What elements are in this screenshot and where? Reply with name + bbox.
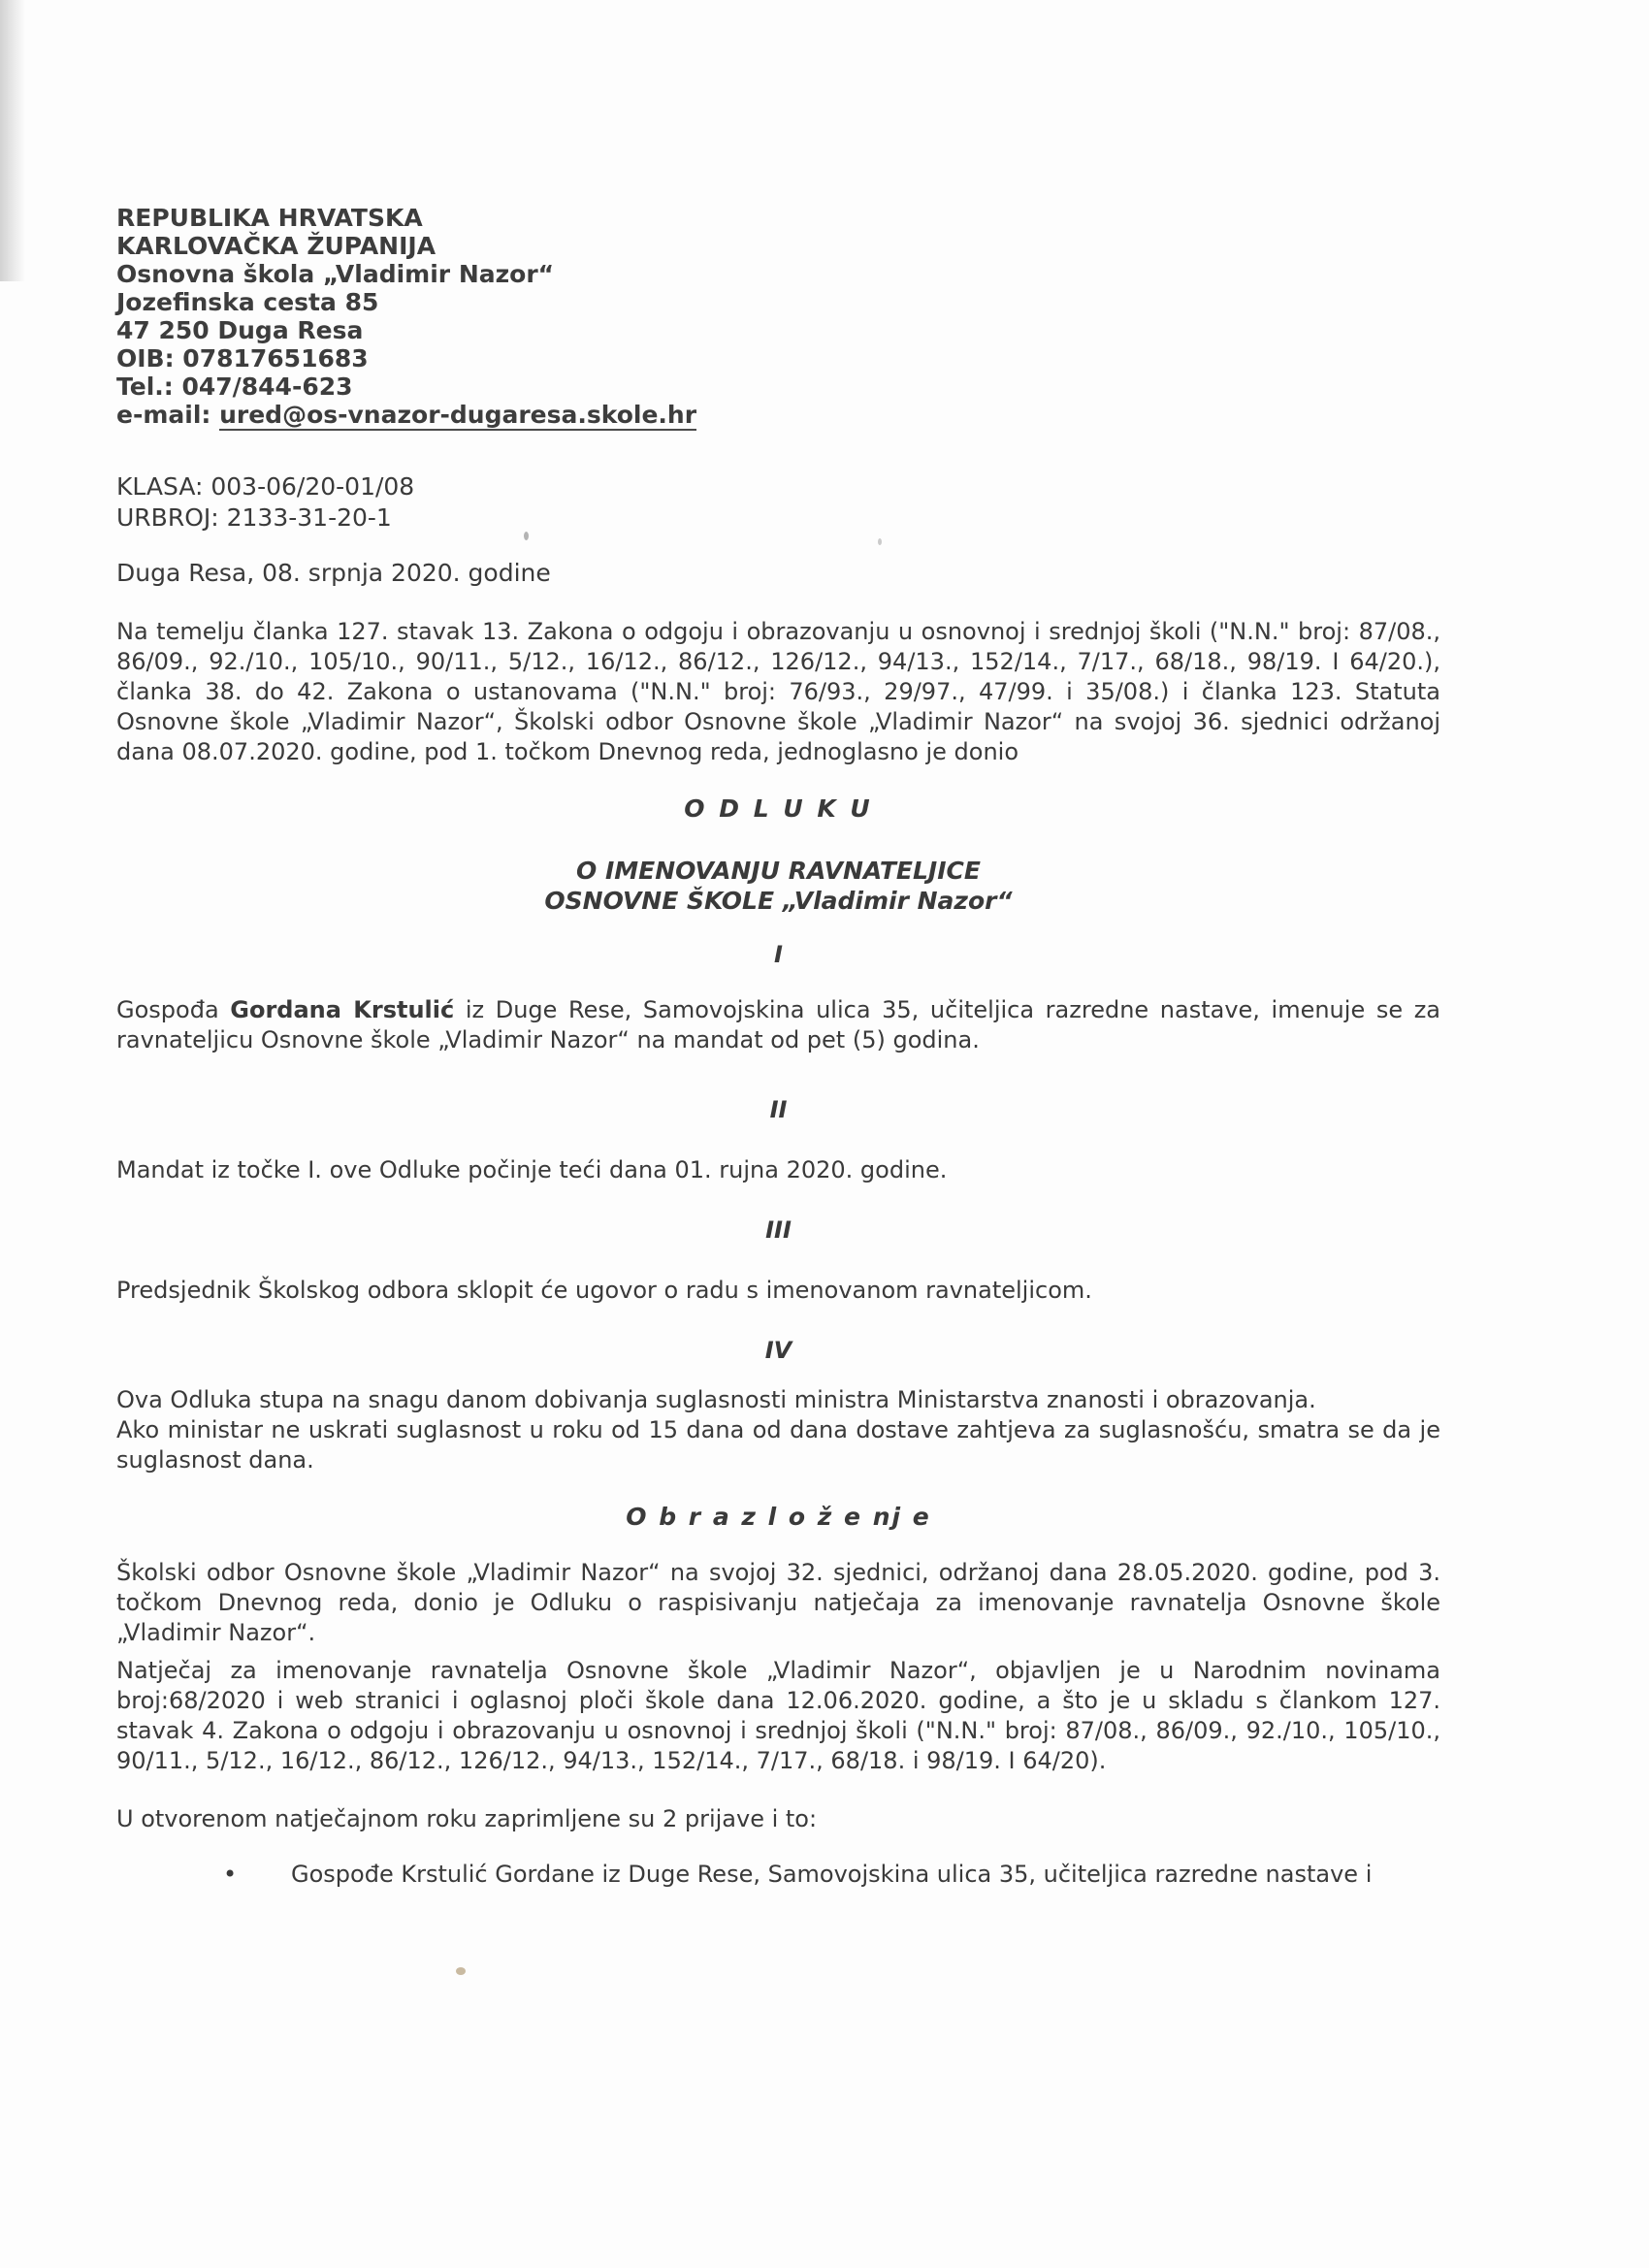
- reference-block: [116, 471, 1440, 534]
- explanation-paragraph-1: Školski odbor Osnovne škole „Vladimir Nazor“ na svojoj 32. sjednici, održanoj dana 28.05.2020. godine, pod 3. točkom Dnevnog reda, donio je Odluku o raspisivanju natječaja za imenovanje ravnatelja Osnovne škole „Vladimir Nazor“.: [116, 1559, 1440, 1646]
- decision-subtitle-line2: OSNOVNE ŠKOLE „Vladimir Nazor“: [544, 887, 1013, 915]
- scan-edge-artifact: [0, 0, 25, 281]
- letterhead-school-name: Osnovna škola „Vladimir Nazor“: [116, 260, 555, 288]
- klasa-number: KLASA: 003-06/20-01/08: [116, 472, 415, 501]
- section-3-paragraph: Predsjednik Školskog odbora sklopit će ugovor o radu s imenovanom ravnateljicom.: [116, 1277, 1092, 1304]
- letterhead-country: REPUBLIKA HRVATSKA: [116, 204, 423, 232]
- section-4-paragraph-1: Ova Odluka stupa na snagu danom dobivanja suglasnosti ministra Ministarstva znanosti i obrazovanja.: [116, 1386, 1316, 1413]
- section-numeral-1: I: [774, 941, 783, 968]
- section-2-paragraph: Mandat iz točke I. ove Odluke počinje teći dana 01. rujna 2020. godine.: [116, 1156, 948, 1183]
- letterhead: [116, 204, 1440, 429]
- section-1-text-pre: Gospođa: [116, 996, 231, 1023]
- applications-received-line: U otvorenom natječajnom roku zaprimljene su 2 prijave i to:: [116, 1805, 818, 1832]
- legal-preamble: Na temelju članka 127. stavak 13. Zakona o odgoju i obrazovanju u osnovnoj i srednjoj školi ("N.N." broj: 87/08., 86/09., 92./10., 105/10., 90/11., 5/12., 16/12., 86/12., 126/12., 94/13., 152/14., 7/17., 68/18., 98/19. I 64/20.), članka 38. do 42. Zakona o ustanovama ("N.N." broj: 76/93., 29/97., 47/99. i 35/08.) i članka 123. Statuta Osnovne škole „Vladimir Nazor“, Školski odbor Osnovne škole „Vladimir Nazor“ na svojoj 36. sjednici održanoj dana 08.07.2020. godine, pod 1. točkom Dnevnog reda, jednoglasno je donio: [116, 618, 1440, 765]
- letterhead-email-line: [116, 401, 1440, 429]
- urbroj-number: URBROJ: 2133-31-20-1: [116, 503, 392, 532]
- letterhead-oib: OIB: 07817651683: [116, 344, 369, 373]
- section-numeral-4: IV: [764, 1337, 792, 1364]
- explanation-paragraph-2: Natječaj za imenovanje ravnatelja Osnovne škole „Vladimir Nazor“, objavljen je u Narodnim novinama broj:68/2020 i web stranici i oglasnoj ploči škole dana 12.06.2020. godine, a što je u skladu s člankom 127. stavak 4. Zakona o odgoju i obrazovanju u osnovnoj i srednjoj školi ("N.N." broj: 87/08., 86/09., 92./10., 105/10., 90/11., 5/12., 16/12., 86/12., 126/12., 94/13., 152/14., 7/17., 68/18. i 98/19. I 64/20).: [116, 1657, 1440, 1774]
- bullet-icon: •: [223, 1861, 238, 1888]
- scan-speck: [456, 1967, 466, 1975]
- decision-title: O D L U K U: [684, 794, 873, 823]
- letterhead-street: Jozefinska cesta 85: [116, 288, 379, 316]
- appointee-name: Gordana Krstulić: [230, 996, 455, 1023]
- letterhead-county: KARLOVAČKA ŽUPANIJA: [116, 232, 436, 260]
- letterhead-city: 47 250 Duga Resa: [116, 316, 364, 344]
- explanation-heading: O b r a z l o ž e nj e: [626, 1503, 931, 1531]
- email-label: e-mail:: [116, 401, 220, 429]
- applicant-list-item: [223, 1860, 1440, 1890]
- section-numeral-2: II: [769, 1096, 788, 1123]
- letterhead-phone: Tel.: 047/844-623: [116, 373, 353, 401]
- section-1-text-post: iz Duge Rese, Samovojskina ulica 35, učiteljica razredne nastave, imenuje se za ravnateljicu Osnovne škole „Vladimir Nazor“ na mandat od pet (5) godina.: [116, 996, 1441, 1053]
- document-content: [116, 0, 1440, 1890]
- section-4-paragraph-2: Ako ministar ne uskrati suglasnost u roku od 15 dana od dana dostave zahtjeva za suglasnošću, smatra se da je suglasnost dana.: [116, 1416, 1440, 1474]
- section-1-paragraph: [116, 995, 1440, 1055]
- decision-subtitle-line1: O IMENOVANJU RAVNATELJICE: [576, 857, 981, 885]
- place-date-line: Duga Resa, 08. srpnja 2020. godine: [116, 559, 551, 587]
- applicant-1-text: Gospođe Krstulić Gordane iz Duge Rese, Samovojskina ulica 35, učiteljica razredne nastave i: [291, 1861, 1373, 1888]
- email-link[interactable]: ured@os-vnazor-dugaresa.skole.hr: [219, 401, 697, 429]
- section-numeral-3: III: [765, 1216, 792, 1244]
